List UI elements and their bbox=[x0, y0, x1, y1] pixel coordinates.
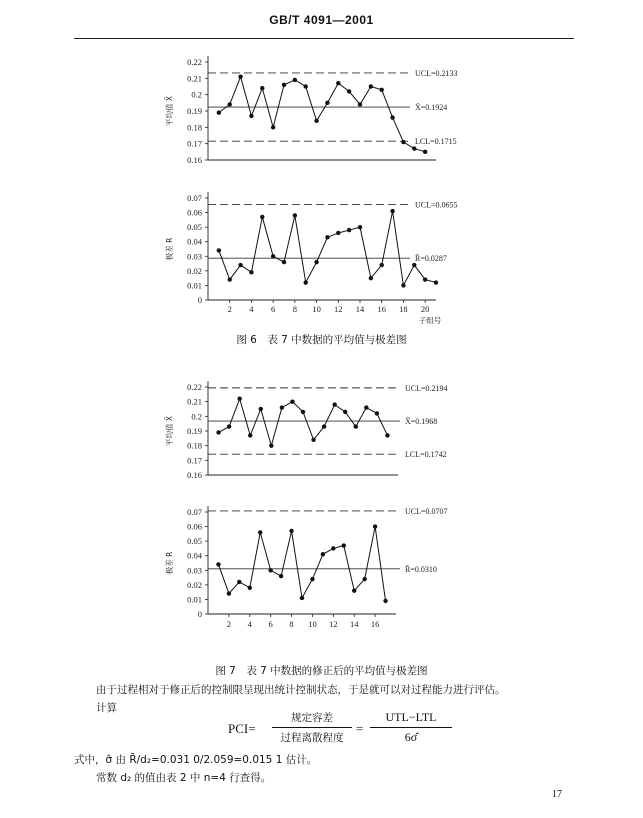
data-point bbox=[311, 438, 315, 442]
x-tick-label: 8 bbox=[289, 619, 294, 629]
y-tick-label: 0.21 bbox=[187, 396, 202, 407]
data-point bbox=[300, 596, 304, 600]
data-point bbox=[217, 248, 221, 252]
y-axis-label: 极差 R bbox=[165, 237, 174, 261]
data-point bbox=[301, 410, 305, 414]
chart-fig6-range bbox=[0, 188, 643, 325]
data-point bbox=[238, 75, 242, 79]
control-line-label: X̄=0.1924 bbox=[415, 103, 448, 113]
data-point bbox=[343, 410, 347, 414]
paragraph-d2-constant: 常数 d₂ 的值由表 2 中 n=4 行查得。 bbox=[96, 772, 272, 784]
data-point bbox=[401, 283, 405, 287]
data-point bbox=[347, 228, 351, 232]
x-tick-label: 20 bbox=[420, 304, 430, 314]
data-point bbox=[412, 263, 416, 267]
data-point bbox=[260, 215, 264, 219]
y-axis-label: 极差 R bbox=[165, 551, 174, 575]
data-point bbox=[216, 430, 220, 434]
data-point bbox=[380, 88, 384, 92]
formula-fraction-bar-1 bbox=[272, 727, 352, 728]
control-line-label: UCL=0.0707 bbox=[405, 506, 448, 516]
y-tick-label: 0.03 bbox=[187, 251, 202, 262]
y-tick-label: 0.02 bbox=[187, 579, 202, 590]
y-tick-label: 0.16 bbox=[187, 470, 202, 480]
x-tick-label: 8 bbox=[292, 304, 297, 314]
data-point bbox=[373, 524, 377, 528]
control-line-label: R̄=0.0310 bbox=[405, 564, 437, 574]
data-point bbox=[331, 546, 335, 550]
y-tick-label: 0.01 bbox=[187, 280, 202, 291]
data-point bbox=[271, 254, 275, 258]
formula-denominator-2: 6σ̂ bbox=[404, 730, 418, 744]
data-point bbox=[237, 580, 241, 584]
y-tick-label: 0.17 bbox=[187, 455, 202, 466]
x-tick-label: 10 bbox=[312, 304, 321, 314]
data-point bbox=[268, 568, 272, 572]
data-point bbox=[249, 114, 253, 118]
data-point bbox=[289, 529, 293, 533]
data-point bbox=[336, 231, 340, 235]
data-point bbox=[304, 280, 308, 284]
y-tick-label: 0.2 bbox=[191, 411, 202, 422]
data-point bbox=[217, 110, 221, 114]
y-tick-label: 0.03 bbox=[187, 565, 202, 576]
y-tick-label: 0.19 bbox=[187, 106, 202, 116]
y-tick-label: 0 bbox=[197, 295, 202, 305]
data-point bbox=[347, 89, 351, 93]
data-point bbox=[282, 260, 286, 264]
series-line bbox=[218, 527, 385, 601]
y-tick-label: 0.16 bbox=[187, 155, 202, 165]
data-point bbox=[423, 150, 427, 154]
paragraph-sigma-estimate: 式中，σ̂ 由 R̄/d₂=0.031 0/2.059=0.015 1 估计。 bbox=[74, 754, 318, 766]
data-point bbox=[336, 81, 340, 85]
x-tick-label: 18 bbox=[399, 304, 408, 314]
chart-fig7-mean bbox=[0, 373, 643, 488]
y-tick-label: 0.18 bbox=[187, 122, 202, 133]
y-tick-label: 0.04 bbox=[187, 550, 202, 561]
data-point bbox=[260, 86, 264, 90]
data-point bbox=[322, 424, 326, 428]
series-line bbox=[219, 399, 388, 446]
data-point bbox=[237, 397, 241, 401]
x-tick-label: 2 bbox=[227, 304, 232, 314]
data-point bbox=[248, 433, 252, 437]
data-point bbox=[383, 599, 387, 603]
y-tick-label: 0.07 bbox=[187, 193, 202, 203]
y-tick-label: 0.19 bbox=[187, 426, 202, 436]
data-point bbox=[412, 146, 416, 150]
x-tick-label: 12 bbox=[329, 619, 338, 629]
control-line-label: R̄=0.0287 bbox=[415, 254, 447, 264]
data-point bbox=[358, 225, 362, 229]
y-tick-label: 0.06 bbox=[187, 521, 202, 532]
y-tick-label: 0.21 bbox=[187, 73, 202, 84]
data-point bbox=[390, 115, 394, 119]
x-axis-label: 子组号 bbox=[418, 316, 442, 325]
y-tick-label: 0.04 bbox=[187, 236, 202, 247]
data-point bbox=[227, 591, 231, 595]
x-tick-label: 6 bbox=[268, 619, 273, 629]
y-tick-label: 0 bbox=[197, 609, 202, 619]
data-point bbox=[362, 577, 366, 581]
data-point bbox=[279, 574, 283, 578]
data-point bbox=[314, 260, 318, 264]
y-tick-label: 0.07 bbox=[187, 507, 202, 517]
data-point bbox=[280, 405, 284, 409]
x-tick-label: 4 bbox=[249, 304, 254, 314]
data-point bbox=[249, 270, 253, 274]
x-tick-label: 12 bbox=[334, 304, 343, 314]
data-point bbox=[369, 276, 373, 280]
x-tick-label: 10 bbox=[308, 619, 317, 629]
formula-denominator-1: 过程离散程度 bbox=[280, 732, 344, 744]
control-line-label: UCL=0.2133 bbox=[415, 68, 458, 78]
page-header: GB/T 4091—2001 bbox=[269, 13, 374, 27]
formula-fraction-bar-2 bbox=[370, 727, 452, 728]
x-tick-label: 6 bbox=[271, 304, 276, 314]
control-line-label: LCL=0.1715 bbox=[415, 137, 457, 147]
data-point bbox=[304, 84, 308, 88]
data-point bbox=[352, 588, 356, 592]
data-point bbox=[228, 277, 232, 281]
data-point bbox=[227, 424, 231, 428]
y-tick-label: 0.17 bbox=[187, 138, 202, 149]
y-tick-label: 0.18 bbox=[187, 440, 202, 451]
data-point bbox=[248, 586, 252, 590]
x-tick-label: 16 bbox=[370, 619, 380, 629]
data-point bbox=[325, 235, 329, 239]
data-point bbox=[269, 443, 273, 447]
data-point bbox=[321, 552, 325, 556]
y-axis-label: 平均值 X̄ bbox=[165, 95, 174, 127]
data-point bbox=[423, 277, 427, 281]
data-point bbox=[354, 424, 358, 428]
data-point bbox=[364, 405, 368, 409]
data-point bbox=[238, 263, 242, 267]
data-point bbox=[401, 140, 405, 144]
formula-equals: = bbox=[356, 721, 364, 736]
data-point bbox=[369, 84, 373, 88]
control-line-label: UCL=0.2194 bbox=[405, 383, 448, 393]
series-line bbox=[219, 77, 425, 152]
data-point bbox=[325, 101, 329, 105]
x-tick-label: 4 bbox=[247, 619, 252, 629]
x-tick-label: 14 bbox=[355, 304, 365, 314]
data-point bbox=[390, 209, 394, 213]
control-line-label: LCL=0.1742 bbox=[405, 450, 447, 460]
y-tick-label: 0.06 bbox=[187, 207, 202, 218]
paragraph-calc: 计算 bbox=[96, 702, 117, 714]
data-point bbox=[375, 411, 379, 415]
data-point bbox=[259, 407, 263, 411]
data-point bbox=[434, 280, 438, 284]
y-tick-label: 0.2 bbox=[191, 89, 202, 100]
y-tick-label: 0.05 bbox=[187, 536, 202, 547]
data-point bbox=[314, 119, 318, 123]
formula-numerator-2: UTL−LTL bbox=[385, 710, 437, 724]
data-point bbox=[216, 562, 220, 566]
data-point bbox=[282, 83, 286, 87]
data-point bbox=[293, 78, 297, 82]
header-rule bbox=[74, 38, 574, 39]
data-point bbox=[290, 399, 294, 403]
y-axis-label: 平均值 X̄ bbox=[165, 415, 174, 447]
x-tick-label: 16 bbox=[377, 304, 386, 314]
data-point bbox=[310, 577, 314, 581]
data-point bbox=[342, 543, 346, 547]
y-tick-label: 0.01 bbox=[187, 594, 202, 605]
y-tick-label: 0.02 bbox=[187, 265, 202, 276]
y-tick-label: 0.22 bbox=[187, 382, 202, 392]
data-point bbox=[385, 433, 389, 437]
figure-6-caption: 图 6 表 7 中数据的平均值与极差图 bbox=[236, 334, 407, 346]
pci-formula bbox=[228, 710, 458, 752]
y-tick-label: 0.22 bbox=[187, 57, 202, 67]
page-number: 17 bbox=[552, 789, 562, 800]
formula-lhs: PCI= bbox=[228, 721, 256, 736]
data-point bbox=[332, 402, 336, 406]
figure-7-caption: 图 7 表 7 中数据的修正后的平均值与极差图 bbox=[215, 665, 428, 677]
data-point bbox=[293, 213, 297, 217]
control-line-label: X̄=0.1968 bbox=[405, 417, 438, 427]
data-point bbox=[358, 102, 362, 106]
paragraph-control-state: 由于过程相对于修正后的控制限呈现出统计控制状态，于是就可以对过程能力进行评估。 bbox=[96, 684, 506, 696]
chart-fig7-range bbox=[0, 500, 643, 635]
control-line-label: UCL=0.0655 bbox=[415, 200, 458, 210]
x-tick-label: 14 bbox=[349, 619, 359, 629]
x-tick-label: 2 bbox=[226, 619, 232, 629]
chart-fig6-mean bbox=[0, 50, 643, 170]
data-point bbox=[271, 125, 275, 129]
y-tick-label: 0.05 bbox=[187, 222, 202, 233]
data-point bbox=[228, 102, 232, 106]
formula-numerator-1: 规定容差 bbox=[291, 712, 333, 724]
data-point bbox=[258, 530, 262, 534]
data-point bbox=[380, 263, 384, 267]
